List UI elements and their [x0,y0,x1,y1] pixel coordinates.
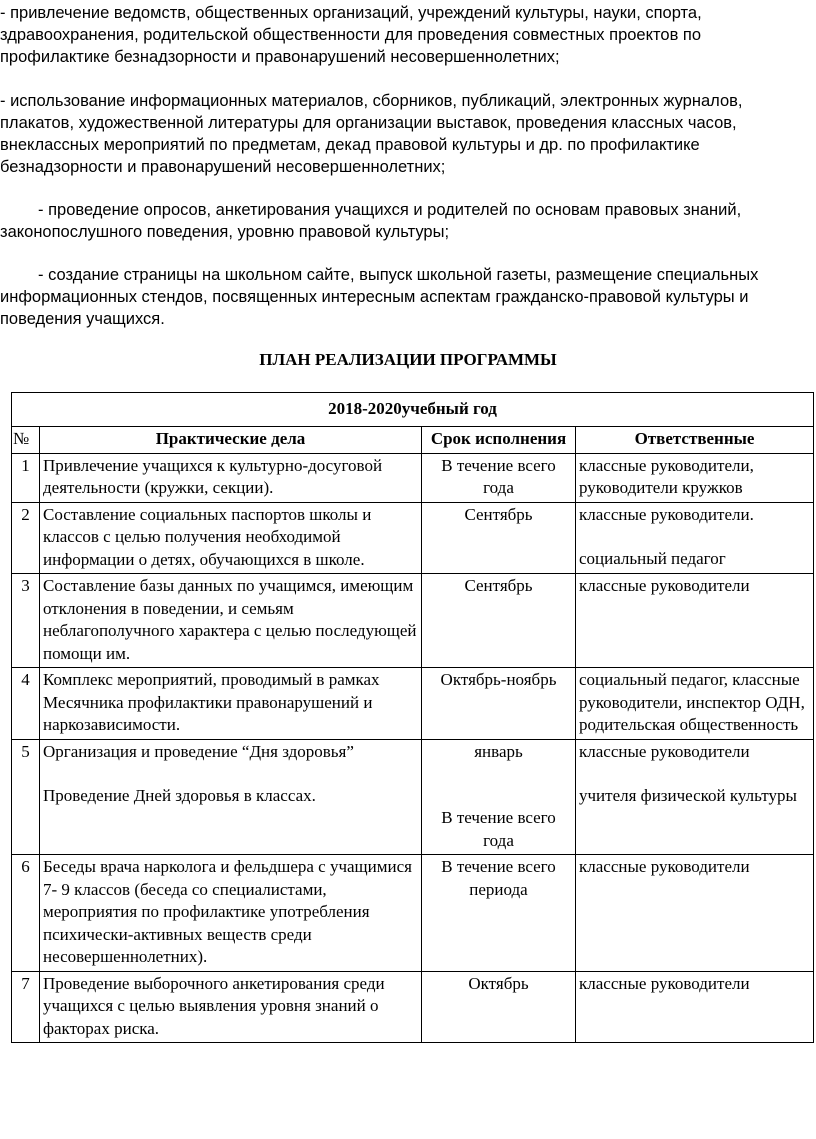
table-row [12,739,814,855]
row-num: 6 [12,855,40,972]
row-time-secondary: В течение всего года [441,808,556,850]
row-num: 1 [12,453,40,502]
row-resp-secondary: учителя физической культуры [579,786,797,805]
table-row [12,574,814,668]
header-row [12,427,814,454]
row-task-secondary: Проведение Дней здоровья в классах. [43,786,316,805]
plan-title: ПЛАН РЕАЛИЗАЦИИ ПРОГРАММЫ [259,350,557,369]
row-resp: социальный педагог, классные руководители, инспектор ОДН, родительская общественность [576,668,814,740]
header-time: Срок исполнения [422,427,576,454]
row-resp: классные руководители [576,971,814,1043]
row-time [422,739,576,855]
row-time: В течение всего периода [422,855,576,972]
table-row [12,668,814,740]
row-time: В течение всего года [422,453,576,502]
row-resp-primary: классные руководители. [579,504,754,524]
row-num: 2 [12,502,40,574]
table-row [12,855,814,972]
row-time: Октябрь [422,971,576,1043]
table-row [12,453,814,502]
row-task: Составление социальных паспортов школы и классов с целью получения необходимой информации о детях, обучающихся в школе. [40,502,422,574]
row-resp: классные руководители, руководители кружков [576,453,814,502]
header-resp: Ответственные [576,427,814,454]
row-num: 7 [12,971,40,1043]
row-task: Привлечение учащихся к культурно-досуговой деятельности (кружки, секции). [40,453,422,502]
paragraph-website: - создание страницы на школьном сайте, выпуск школьной газеты, размещение специальных информационных стендов, посвященных интересным аспектам гражданско-правовой культуры и поведения учащихся. [0,266,759,328]
header-num: № [12,427,40,454]
paragraph-materials: - использование информационных материалов, сборников, публикаций, электронных журналов, плакатов, художественной литературы для организации выставок, проведения классных часов, внеклассных мероприятий по предметам, декад правовой культуры и др. по профилактике безнадзорности и правонарушений несовершеннолетних; [0,92,743,176]
row-time-primary: январь [474,741,523,761]
row-time: Сентябрь [422,502,576,574]
row-time: Октябрь-ноябрь [422,668,576,740]
paragraph-involvement: - привлечение ведомств, общественных организаций, учреждений культуры, науки, спорта, здравоохранения, родительской общественности для проведения совместных проектов по профилактике безнадзорности и правонарушений несовершеннолетних; [0,4,702,66]
row-num: 5 [12,739,40,855]
row-resp-secondary: социальный педагог [579,549,726,568]
row-resp: классные руководители [576,574,814,668]
row-time: Сентябрь [422,574,576,668]
row-num: 4 [12,668,40,740]
row-task-primary: Организация и проведение “Дня здоровья” [43,741,354,761]
row-resp: классные руководители [576,855,814,972]
row-task: Составление базы данных по учащимся, имеющим отклонения в поведении, и семьям неблагополучного характера с целью последующей помощи им. [40,574,422,668]
row-resp-primary: классные руководители [579,741,750,761]
row-task: Беседы врача нарколога и фельдшера с учащимися 7- 9 классов (беседа со специалистами, мероприятия по профилактике употребления психически-активных веществ среди несовершеннолетних). [40,855,422,972]
header-task: Практические дела [40,427,422,454]
table-row [12,502,814,574]
row-resp [576,502,814,574]
row-task [40,739,422,855]
plan-table [11,392,814,1043]
row-task: Проведение выборочного анкетирования среди учащихся с целью выявления уровня знаний о факторах риска. [40,971,422,1043]
year-header: 2018-2020учебный год [12,393,814,427]
row-num: 3 [12,574,40,668]
row-resp [576,739,814,855]
row-task: Комплекс мероприятий, проводимый в рамках Месячника профилактики правонарушений и наркозависимости. [40,668,422,740]
year-row [12,393,814,427]
paragraph-surveys: - проведение опросов, анкетирования учащихся и родителей по основам правовых знаний, законопослушного поведения, уровню правовой культуры; [0,201,742,241]
table-row [12,971,814,1043]
